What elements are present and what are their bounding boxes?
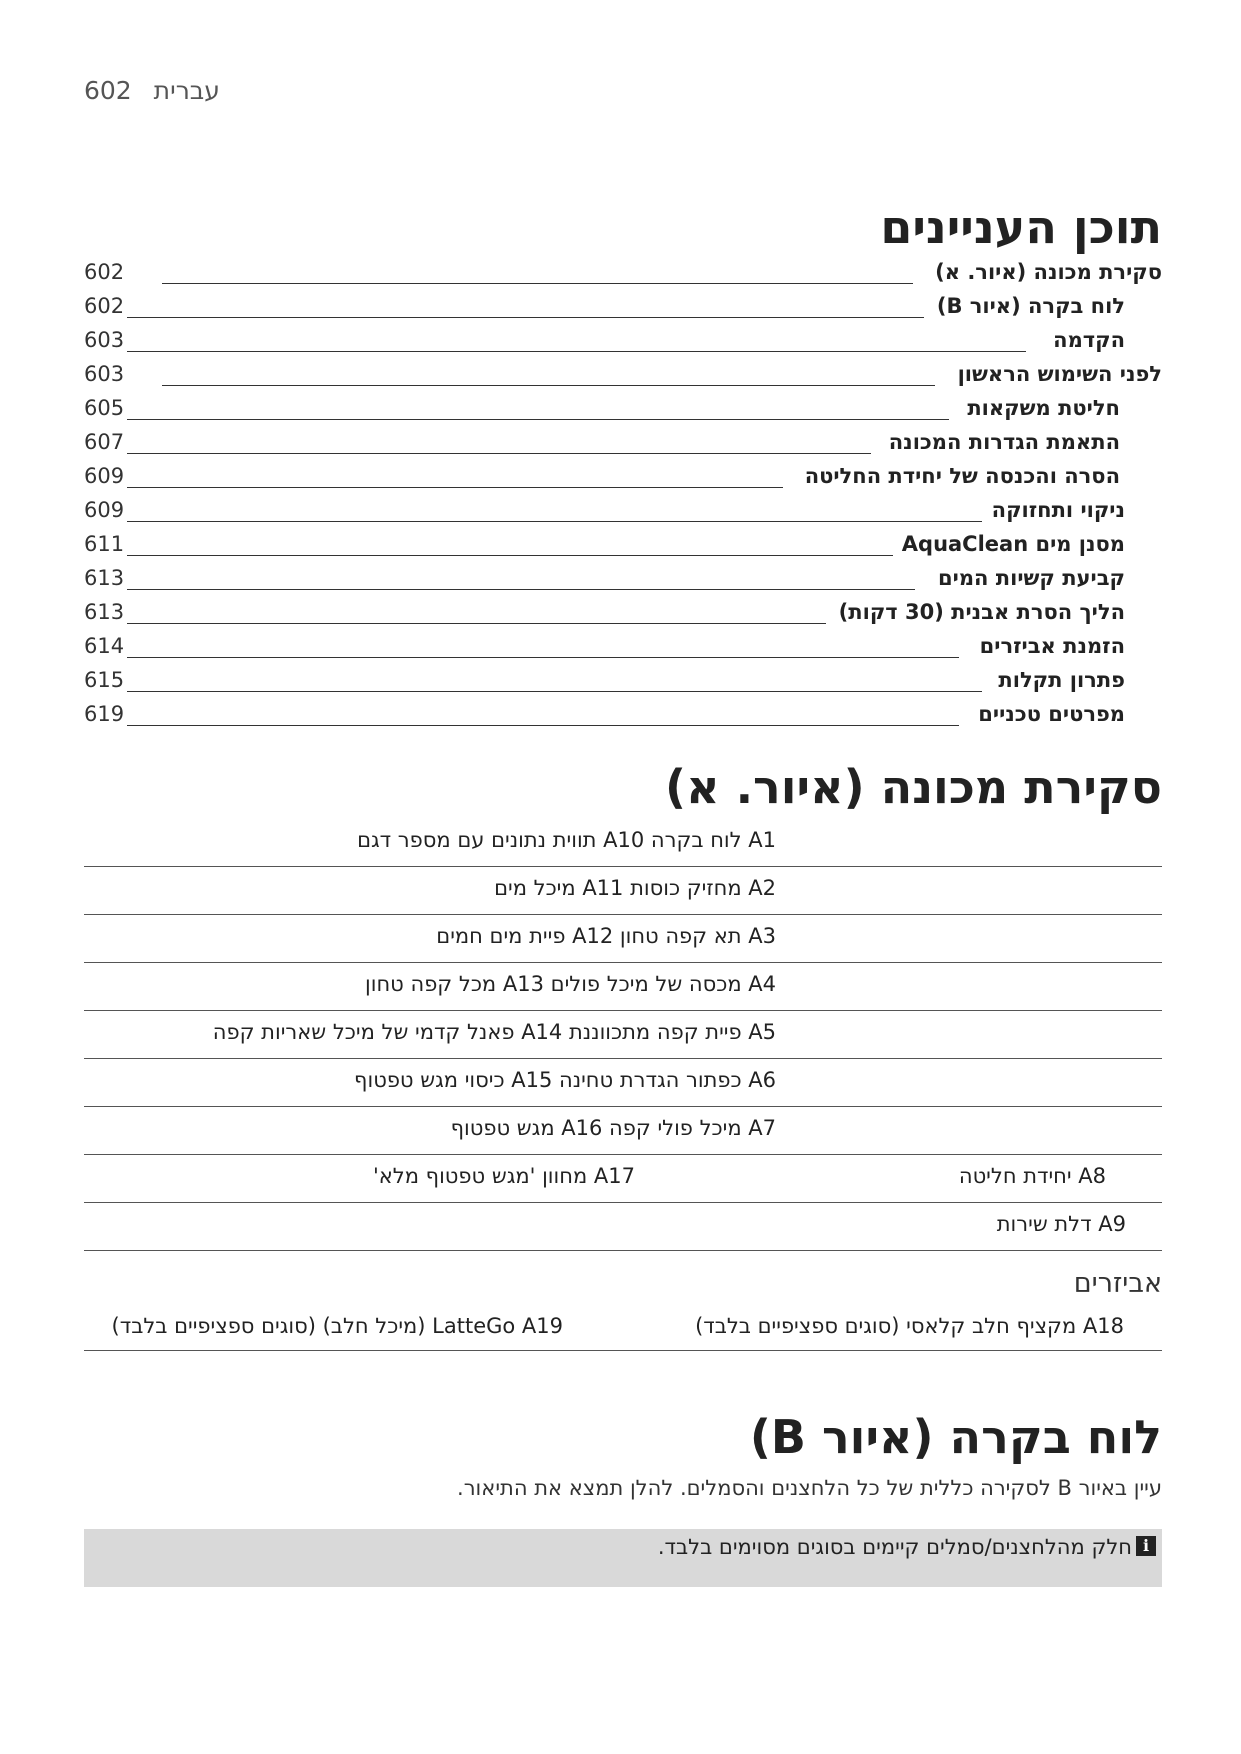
overview-title: סקירת מכונה (איור. א)	[665, 760, 1162, 814]
table-cell: A7 מיכל פולי קפה A16 מגש טפטוף	[450, 1116, 776, 1140]
toc-page-number: 613	[84, 600, 125, 624]
table-row	[84, 964, 1162, 1011]
toc-leader-line	[127, 725, 959, 726]
table-cell: A17 מחוון 'מגש טפטוף מלא'	[372, 1164, 635, 1188]
header-language: עברית	[153, 76, 220, 105]
info-note-text: חלק מהלחצנים/סמלים קיימים בסוגים מסוימים בלבד.	[657, 1535, 1132, 1559]
toc-leader-line	[127, 623, 826, 624]
toc-entry-title: הליך הסרת אבנית (30 דקות)	[838, 600, 1125, 624]
toc-entry[interactable]	[0, 362, 1241, 392]
toc-entry-title: הסרה והכנסה של יחידת החליטה	[804, 464, 1120, 488]
accessories-title: אביזרים	[1073, 1268, 1162, 1299]
table-cell: LatteGo A19 (מיכל חלב) (סוגים ספציפיים בלבד)	[111, 1314, 563, 1338]
toc-leader-line	[162, 283, 913, 284]
toc-page-number: 611	[84, 532, 125, 556]
table-row	[84, 1060, 1162, 1107]
table-row	[84, 1012, 1162, 1059]
toc-entry[interactable]	[0, 464, 1241, 494]
table-row	[84, 916, 1162, 963]
control-panel-title: לוח בקרה (איור B)	[749, 1410, 1162, 1464]
toc-leader-line	[127, 487, 783, 488]
toc-leader-line	[127, 351, 1026, 352]
toc-entry[interactable]	[0, 634, 1241, 664]
toc-entry-title: פתרון תקלות	[998, 668, 1125, 692]
page-header	[84, 76, 220, 105]
toc-leader-line	[162, 385, 935, 386]
toc-page-number: 602	[84, 260, 125, 284]
toc-page-number: 607	[84, 430, 125, 454]
info-note	[84, 1529, 1162, 1587]
toc-entry[interactable]	[0, 532, 1241, 562]
control-panel-intro: עיין באיור B לסקירה כללית של כל הלחצנים והסמלים. להלן תמצא את התיאור.	[457, 1476, 1162, 1500]
toc-page-number: 605	[84, 396, 125, 420]
toc-entry-title: סקירת מכונה (איור. א)	[935, 260, 1162, 284]
toc-entry[interactable]	[0, 396, 1241, 426]
toc-entry-title: חליטת משקאות	[967, 396, 1120, 420]
toc-leader-line	[127, 657, 959, 658]
table-cell: A1 לוח בקרה A10 תווית נתונים עם מספר דגם	[357, 828, 776, 852]
toc-entry-title: מסנן מים AquaClean	[901, 532, 1125, 556]
toc-entry-title: התאמת הגדרות המכונה	[888, 430, 1120, 454]
toc-leader-line	[127, 521, 982, 522]
table-cell: A4 מכסה של מיכל פולים A13 מכל קפה טחון	[365, 972, 776, 996]
toc-page-number: 619	[84, 702, 125, 726]
toc-leader-line	[127, 317, 924, 318]
toc-page-number: 609	[84, 498, 125, 522]
table-row	[84, 1156, 1162, 1203]
toc-entry[interactable]	[0, 260, 1241, 290]
table-cell: A18 מקציף חלב קלאסי (סוגים ספציפיים בלבד)	[695, 1314, 1124, 1338]
toc-leader-line	[127, 453, 871, 454]
toc-title: תוכן העניינים	[880, 200, 1162, 254]
info-icon: i	[1136, 1536, 1156, 1556]
toc-entry[interactable]	[0, 294, 1241, 324]
toc-entry[interactable]	[0, 702, 1241, 732]
toc-entry-title: לפני השימוש הראשון	[957, 362, 1162, 386]
toc-leader-line	[127, 555, 893, 556]
page-number: 602	[84, 76, 132, 105]
toc-entry[interactable]	[0, 328, 1241, 358]
toc-entry[interactable]	[0, 430, 1241, 460]
table-cell: A3 תא קפה טחון A12 פיית מים חמים	[436, 924, 776, 948]
table-row	[84, 1306, 1162, 1351]
toc-leader-line	[127, 691, 982, 692]
toc-leader-line	[127, 589, 915, 590]
toc-page-number: 602	[84, 294, 125, 318]
toc-entry-title: הזמנת אביזרים	[979, 634, 1125, 658]
toc-page-number: 603	[84, 362, 125, 386]
toc-page-number: 615	[84, 668, 125, 692]
table-cell: A5 פיית קפה מתכווננת A14 פאנל קדמי של מיכל שאריות קפה	[212, 1020, 776, 1044]
toc-entry[interactable]	[0, 498, 1241, 528]
toc-page-number: 603	[84, 328, 125, 352]
table-cell: A2 מחזיק כוסות A11 מיכל מים	[494, 876, 776, 900]
table-row	[84, 1108, 1162, 1155]
table-row	[84, 1204, 1162, 1251]
toc-entry-title: קביעת קשיות המים	[938, 566, 1125, 590]
table-cell: A9 דלת שירות	[996, 1212, 1126, 1236]
toc-entry[interactable]	[0, 668, 1241, 698]
toc-entry[interactable]	[0, 566, 1241, 596]
table-row	[84, 820, 1162, 867]
toc-page-number: 613	[84, 566, 125, 590]
toc-entry-title: לוח בקרה (איור B)	[936, 294, 1125, 318]
table-cell: A8 יחידת חליטה	[958, 1164, 1106, 1188]
toc-entry-title: הקדמה	[1053, 328, 1125, 352]
toc-entry-title: ניקוי ותחזוקה	[991, 498, 1125, 522]
table-row	[84, 868, 1162, 915]
toc-leader-line	[127, 419, 949, 420]
toc-page-number: 609	[84, 464, 125, 488]
toc-entry-title: מפרטים טכניים	[978, 702, 1125, 726]
table-cell: A6 כפתור הגדרת טחינה A15 כיסוי מגש טפטוף	[354, 1068, 776, 1092]
toc-page-number: 614	[84, 634, 125, 658]
toc-entry[interactable]	[0, 600, 1241, 630]
